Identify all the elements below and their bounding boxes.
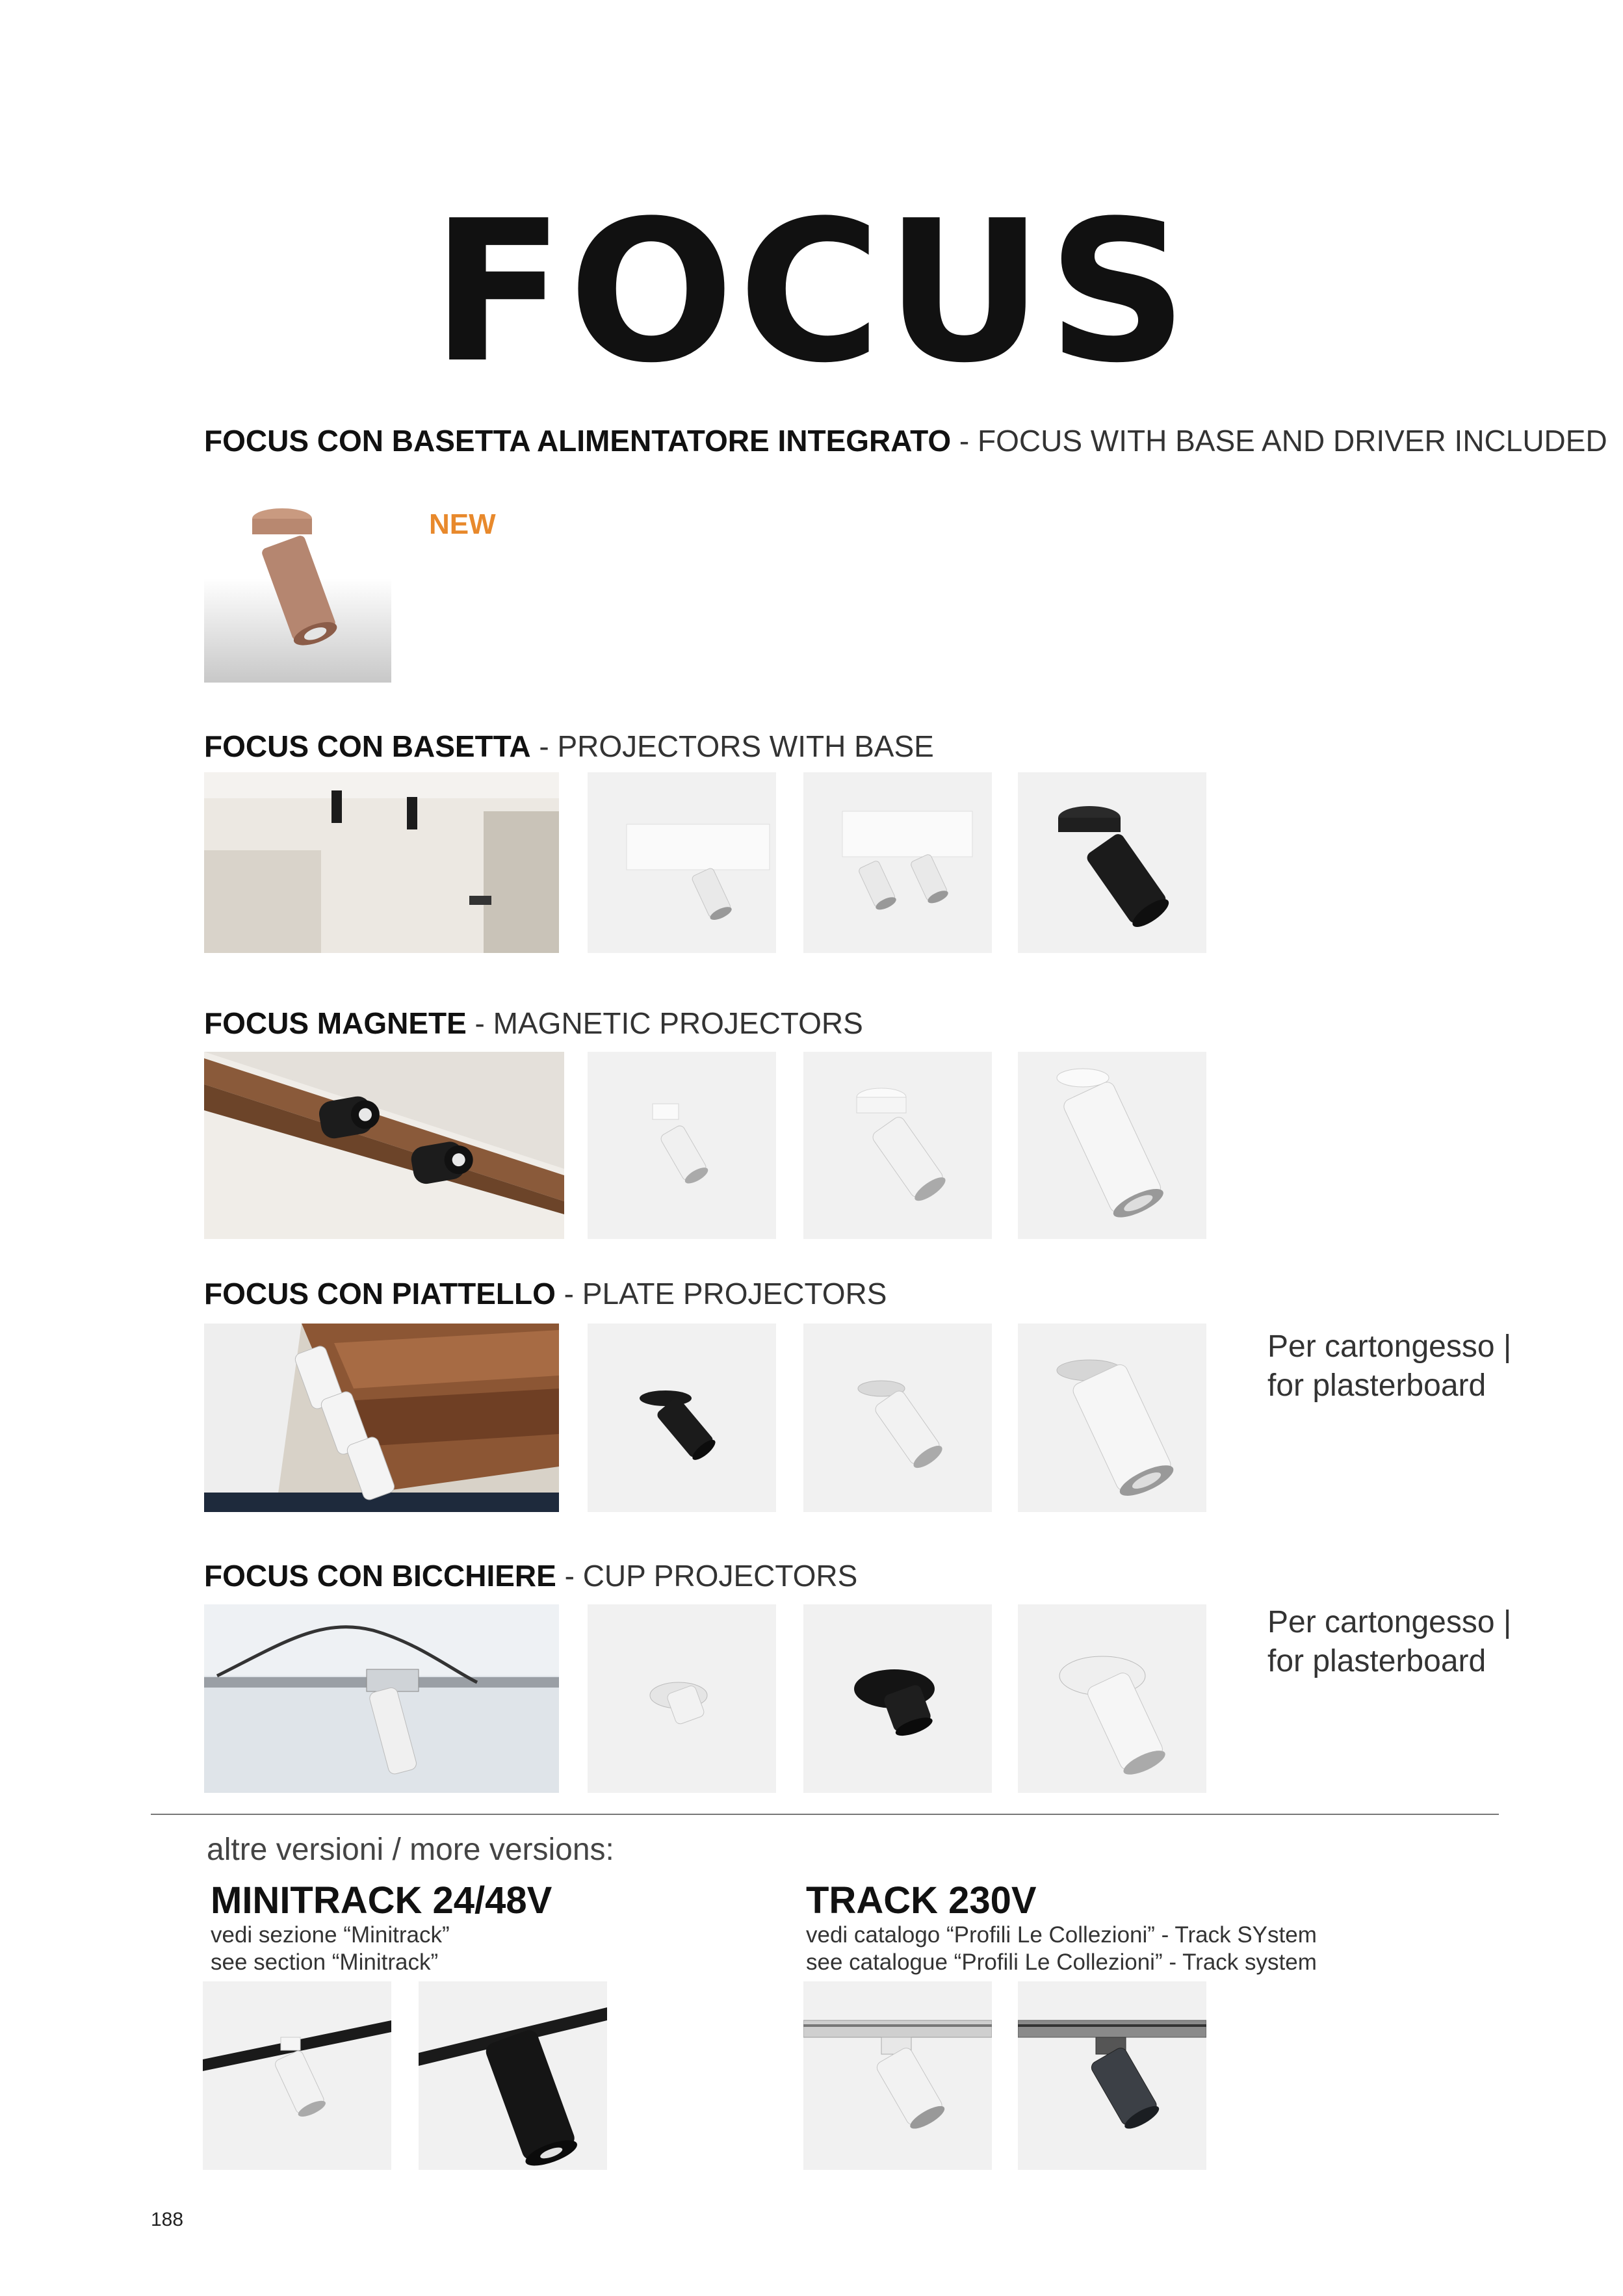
track-reference — [806, 1922, 1317, 1976]
product-image-minitrack-white — [203, 1981, 391, 2170]
section-heading-basetta — [204, 728, 934, 764]
section-heading-bold: FOCUS MAGNETE — [204, 1006, 467, 1040]
page-title: FOCUS — [431, 179, 1192, 406]
section-heading-integrated — [204, 423, 1607, 459]
product-image-bicchiere-large — [1018, 1604, 1206, 1793]
minitrack-reference — [211, 1922, 450, 1976]
section-heading-light: - FOCUS WITH BASE AND DRIVER INCLUDED — [951, 424, 1607, 458]
section-heading-bicchiere — [204, 1558, 857, 1594]
product-image-bicchiere-small — [588, 1604, 776, 1793]
product-image-magnete-large — [1018, 1052, 1206, 1239]
product-image-magnete-small — [588, 1052, 776, 1239]
product-photo-magnete — [204, 1052, 564, 1239]
product-image-minitrack-black — [419, 1981, 607, 2170]
minitrack-line-2: see section “Minitrack” — [211, 1950, 439, 1975]
section-heading-light: - CUP PROJECTORS — [556, 1559, 858, 1593]
product-photo-bicchiere — [204, 1604, 559, 1793]
section-heading-bold: FOCUS CON PIATTELLO — [204, 1277, 556, 1311]
section-divider — [151, 1814, 1499, 1815]
page-number: 188 — [151, 2209, 184, 2230]
track-title: TRACK 230V — [806, 1879, 1037, 1922]
note-line-1: Per cartongesso | — [1267, 1605, 1512, 1639]
section-heading-magnete — [204, 1005, 863, 1041]
section-heading-light: - MAGNETIC PROJECTORS — [466, 1006, 863, 1040]
product-image-integrated — [204, 493, 391, 683]
note-line-2: for plasterboard — [1267, 1368, 1487, 1403]
section-heading-light: - PROJECTORS WITH BASE — [530, 729, 934, 763]
note-line-1: Per cartongesso | — [1267, 1329, 1512, 1364]
track-line-1: vedi catalogo “Profili Le Collezioni” - Track SYstem — [806, 1922, 1317, 1948]
plasterboard-note-piattello — [1267, 1327, 1511, 1405]
product-image-basetta-double — [803, 772, 992, 953]
track-line-2: see catalogue “Profili Le Collezioni” - Track system — [806, 1950, 1317, 1975]
product-image-basetta-black — [1018, 772, 1206, 953]
product-image-track-dark — [1018, 1981, 1206, 2170]
product-image-basetta-single — [588, 772, 776, 953]
product-image-track-white — [803, 1981, 992, 2170]
note-line-2: for plasterboard — [1267, 1644, 1487, 1678]
minitrack-title: MINITRACK 24/48V — [211, 1879, 552, 1922]
more-versions-label: altre versioni / more versions: — [207, 1833, 614, 1867]
product-image-bicchiere-black — [803, 1604, 992, 1793]
section-heading-piattello — [204, 1275, 887, 1312]
section-heading-bold: FOCUS CON BICCHIERE — [204, 1559, 556, 1593]
plasterboard-note-bicchiere — [1267, 1603, 1511, 1681]
product-photo-piattello — [204, 1324, 559, 1512]
section-heading-bold: FOCUS CON BASETTA — [204, 729, 531, 763]
section-heading-light: - PLATE PROJECTORS — [555, 1277, 887, 1311]
product-image-piattello-black — [588, 1324, 776, 1512]
section-heading-bold: FOCUS CON BASETTA ALIMENTATORE INTEGRATO — [204, 424, 952, 458]
product-image-piattello-white — [803, 1324, 992, 1512]
product-image-magnete-medium — [803, 1052, 992, 1239]
product-image-piattello-large — [1018, 1324, 1206, 1512]
product-photo-basetta — [204, 772, 559, 953]
minitrack-line-1: vedi sezione “Minitrack” — [211, 1922, 450, 1948]
new-badge: NEW — [429, 508, 496, 540]
